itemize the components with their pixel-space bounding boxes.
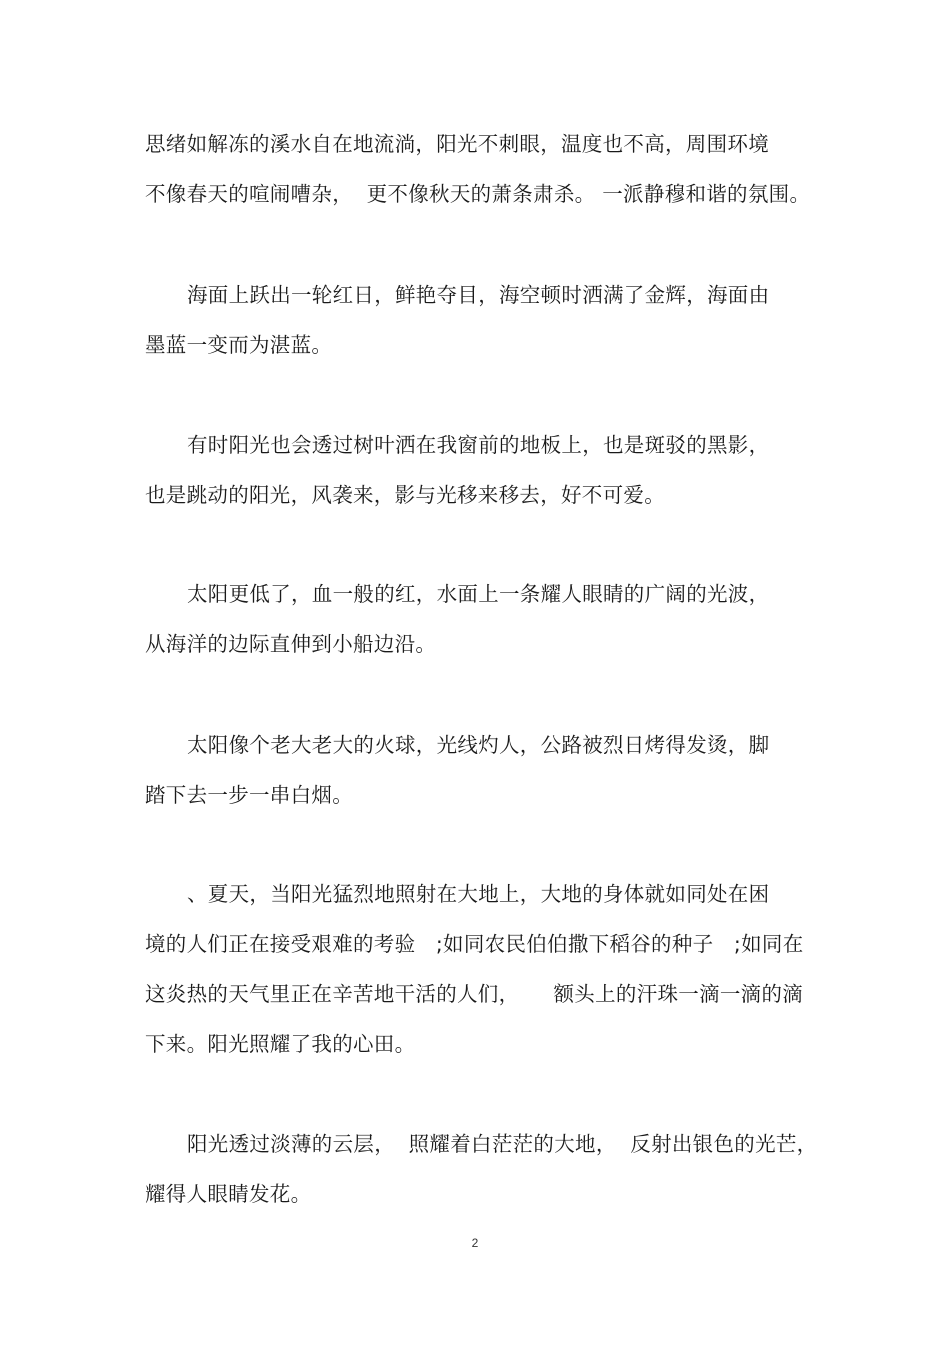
paragraph-line: 太阳像个老大老大的火球，光线灼人，公路被烈日烤得发烫，脚	[187, 733, 770, 757]
paragraph-line: 墨蓝一变而为湛蓝。	[145, 333, 333, 357]
paragraph-line: 不像春天的喧闹嘈杂， 更不像秋天的萧条肃杀。 一派静穆和谐的氛围。	[145, 182, 811, 206]
paragraph-line: 、夏天，当阳光猛烈地照射在大地上，大地的身体就如同处在困	[187, 882, 770, 906]
paragraph-line: 海面上跃出一轮红日，鲜艳夺目，海空顿时洒满了金辉，海面由	[187, 283, 770, 307]
paragraph-line: 境的人们正在接受艰难的考验 ;如同农民伯伯撒下稻谷的种子 ;如同在	[145, 932, 804, 956]
paragraph-line: 太阳更低了，血一般的红，水面上一条耀人眼睛的广阔的光波，	[187, 582, 770, 606]
paragraph-line: 下来。阳光照耀了我的心田。	[145, 1032, 416, 1056]
paragraph-line: 从海洋的边际直伸到小船边沿。	[145, 632, 437, 656]
paragraph-line: 这炎热的天气里正在辛苦地干活的人们， 额头上的汗珠一滴一滴的滴	[145, 982, 804, 1006]
paragraph-line: 也是跳动的阳光，风袭来，影与光移来移去，好不可爱。	[145, 483, 665, 507]
paragraph-line: 踏下去一步一串白烟。	[145, 783, 353, 807]
paragraph-line: 有时阳光也会透过树叶洒在我窗前的地板上，也是斑驳的黑影，	[187, 433, 770, 457]
paragraph-line: 思绪如解冻的溪水自在地流淌，阳光不刺眼，温度也不高，周围环境	[145, 132, 769, 156]
page-number: 2	[471, 1236, 479, 1250]
paragraph-line: 阳光透过淡薄的云层， 照耀着白茫茫的大地， 反射出银色的光芒，	[187, 1132, 818, 1156]
paragraph-line: 耀得人眼睛发花。	[145, 1182, 312, 1206]
